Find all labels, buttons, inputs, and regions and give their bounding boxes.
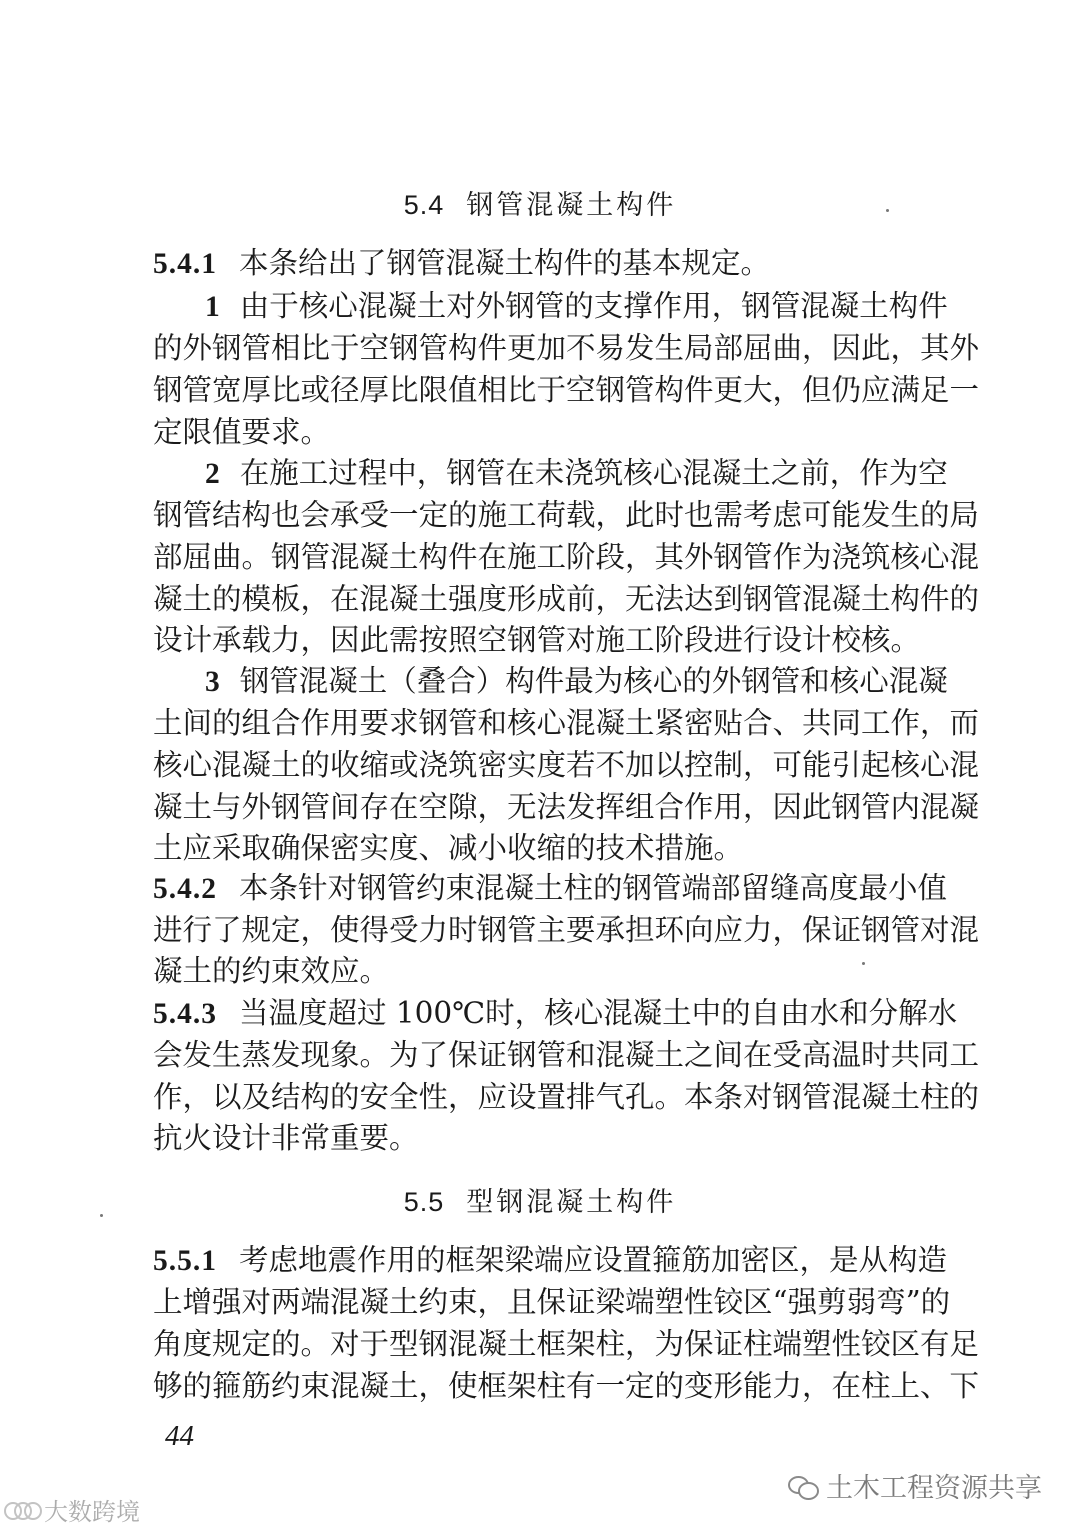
- brand-logo-icon: [4, 1499, 38, 1521]
- item-number: 2: [205, 458, 220, 490]
- clause-5-4-2-line-1: [153, 868, 948, 910]
- wechat-icon: [788, 1474, 818, 1498]
- item-1-line-4: 定限值要求。: [153, 415, 331, 449]
- clause-number: 5.4.1: [153, 248, 217, 280]
- scan-speck: [862, 962, 865, 965]
- item-text: 在施工过程中，钢管在未浇筑核心混凝土之前，作为空: [239, 456, 948, 490]
- item-2-line-5: 设计承载力，因此需按照空钢管对施工阶段进行设计校核。: [153, 623, 921, 657]
- clause-5-4-3-line-2: 会发生蒸发现象。为了保证钢管和混凝土之间在受高温时共同工: [153, 1038, 980, 1072]
- clause-5-5-1-line-3: 角度规定的。对于型钢混凝土框架柱，为保证柱端塑性铰区有足: [153, 1327, 980, 1361]
- clause-5-5-1-line-4: 够的箍筋约束混凝土，使框架柱有一定的变形能力，在柱上、下: [153, 1369, 980, 1403]
- section-heading-5-4: [0, 183, 1080, 222]
- item-2-line-1: [205, 453, 948, 495]
- clause-5-4-3-line-1: [153, 993, 958, 1035]
- scan-speck: [886, 209, 889, 212]
- clause-5-4-3-line-4: 抗火设计非常重要。: [153, 1121, 419, 1155]
- clause-number: 5.5.1: [153, 1245, 217, 1277]
- section-number: 5.5: [403, 1187, 445, 1217]
- scan-speck: [100, 1214, 103, 1217]
- clause-text: 本条针对钢管约束混凝土柱的钢管端部留缝高度最小值: [239, 871, 948, 905]
- watermark-right: [788, 1466, 1042, 1505]
- section-title: 型钢混凝土构件: [466, 1187, 677, 1218]
- item-3-line-3: 核心混凝土的收缩或浇筑密实度若不加以控制，可能引起核心混: [153, 748, 980, 782]
- clause-5-4-2-line-2: 进行了规定，使得受力时钢管主要承担环向应力，保证钢管对混: [153, 913, 980, 947]
- item-number: 3: [205, 666, 220, 698]
- item-3-line-4: 凝土与外钢管间存在空隙，无法发挥组合作用，因此钢管内混凝: [153, 790, 980, 824]
- section-title: 钢管混凝土构件: [466, 190, 677, 221]
- clause-number: 5.4.3: [153, 998, 217, 1030]
- clause-text: 考虑地震作用的框架梁端应设置箍筋加密区，是从构造: [239, 1243, 948, 1277]
- item-1-line-3: 钢管宽厚比或径厚比限值相比于空钢管构件更大，但仍应满足一: [153, 373, 980, 407]
- watermark-left-text: 大数跨境: [44, 1498, 140, 1526]
- page-number: 44: [165, 1420, 194, 1452]
- clause-5-5-1-line-2: 上增强对两端混凝土约束，且保证梁端塑性铰区“强剪弱弯”的: [153, 1285, 951, 1319]
- section-number: 5.4: [403, 190, 445, 220]
- item-3-line-5: 土应采取确保密实度、减小收缩的技术措施。: [153, 831, 744, 865]
- section-heading-5-5: [0, 1180, 1080, 1219]
- item-number: 1: [205, 291, 220, 323]
- item-text: 钢管混凝土（叠合）构件最为核心的外钢管和核心混凝: [239, 664, 948, 698]
- clause-text: 当温度超过 100℃时，核心混凝土中的自由水和分解水: [239, 996, 958, 1030]
- watermark-right-text: 土木工程资源共享: [826, 1473, 1042, 1504]
- item-3-line-1: [205, 661, 948, 703]
- item-2-line-2: 钢管结构也会承受一定的施工荷载，此时也需考虑可能发生的局: [153, 498, 980, 532]
- item-2-line-3: 部屈曲。钢管混凝土构件在施工阶段，其外钢管作为浇筑核心混: [153, 540, 980, 574]
- clause-5-4-2-line-3: 凝土的约束效应。: [153, 954, 390, 988]
- clause-number: 5.4.2: [153, 873, 217, 905]
- clause-text: 本条给出了钢管混凝土构件的基本规定。: [239, 246, 771, 280]
- watermark-left: [4, 1492, 140, 1527]
- clause-5-5-1-line-1: [153, 1240, 948, 1282]
- item-3-line-2: 土间的组合作用要求钢管和核心混凝土紧密贴合、共同工作，而: [153, 706, 980, 740]
- item-1-line-2: 的外钢管相比于空钢管构件更加不易发生局部屈曲，因此，其外: [153, 331, 980, 365]
- item-2-line-4: 凝土的模板，在混凝土强度形成前，无法达到钢管混凝土构件的: [153, 582, 980, 616]
- clause-5-4-3-line-3: 作，以及结构的安全性，应设置排气孔。本条对钢管混凝土柱的: [153, 1080, 980, 1114]
- item-text: 由于核心混凝土对外钢管的支撑作用，钢管混凝土构件: [239, 289, 948, 323]
- item-1-line-1: [205, 286, 948, 328]
- clause-5-4-1-intro: [153, 243, 928, 285]
